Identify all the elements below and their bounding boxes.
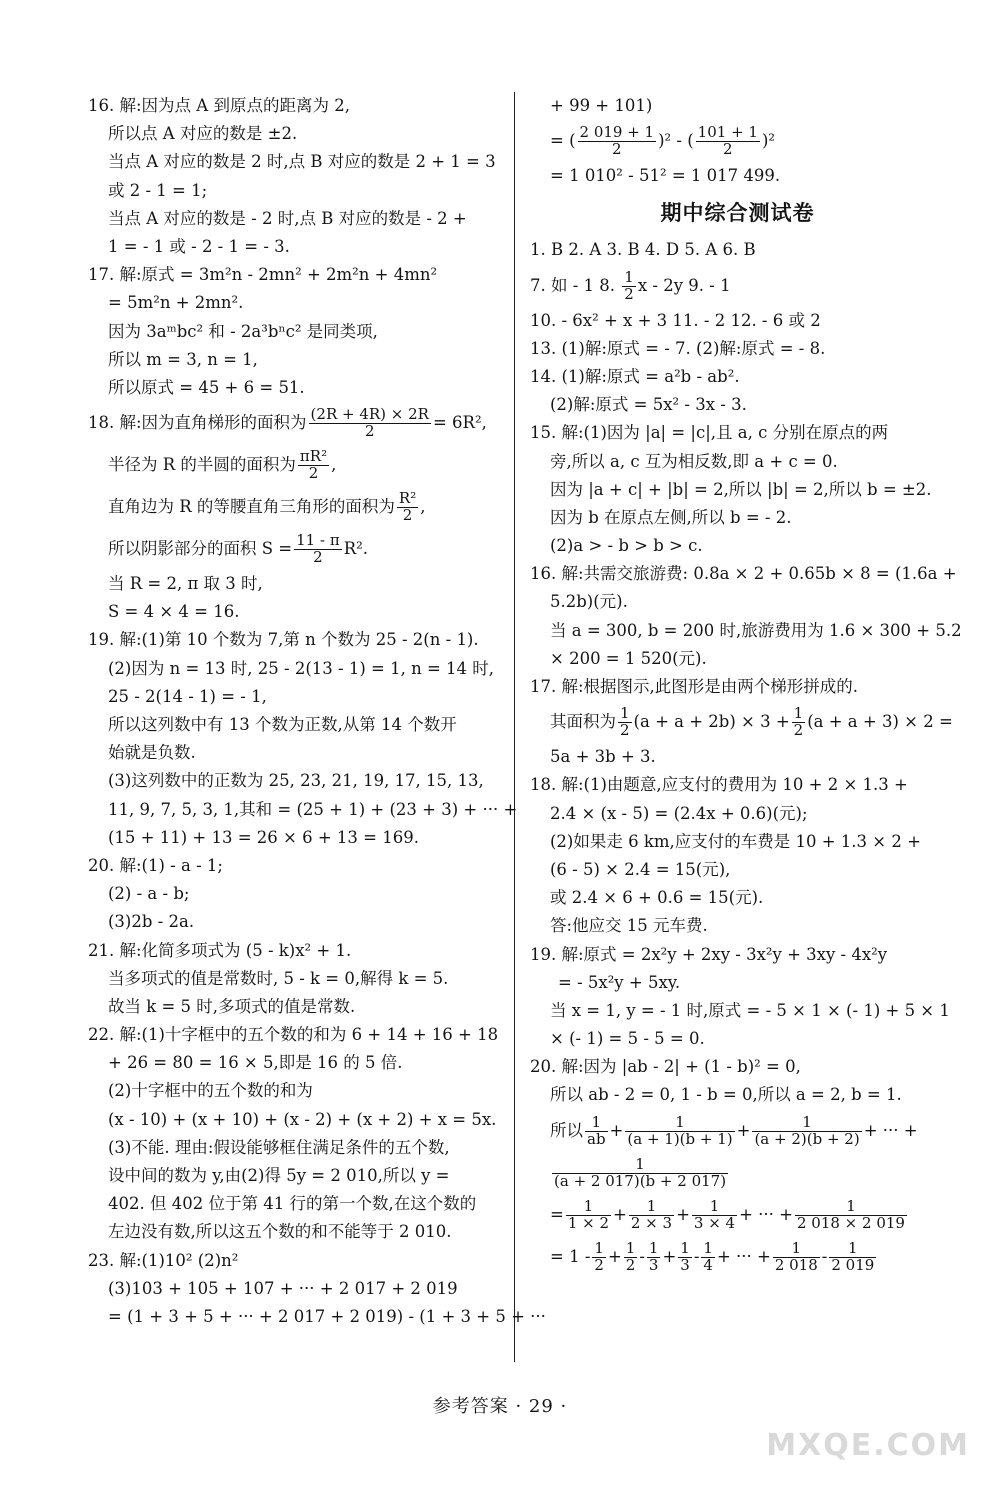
- denominator: 2: [624, 284, 634, 303]
- fraction: [792, 706, 806, 739]
- answer-line: 当多项式的值是常数时, 5 - k = 0,解得 k = 5.: [108, 968, 449, 988]
- answer-line: 17. 解:根据图示,此图形是由两个梯形拼成的.: [530, 677, 859, 696]
- answer-line: 18. 解:(1)由题意,应支付的费用为 10 + 2 × 1.3 +: [530, 775, 908, 795]
- answer-line: 20. 解:(1) - a - 1;: [88, 855, 223, 875]
- denominator: 2: [308, 464, 319, 483]
- text: =: [550, 1204, 564, 1224]
- fraction: [552, 1154, 728, 1190]
- answer-line: 19. 解:原式 = 2x²y + 2xy - 3x²y + 3xy - 4x²y: [530, 944, 888, 964]
- numerator: 1: [829, 1241, 876, 1258]
- answer-line: (3)2b - 2a.: [108, 912, 195, 932]
- text: x - 2y 9. - 1: [637, 275, 731, 295]
- numerator: 1: [625, 1115, 734, 1132]
- fraction: [585, 1112, 608, 1148]
- text: + ··· +: [716, 1246, 771, 1266]
- numerator: R²: [398, 489, 417, 508]
- text: = (: [550, 131, 576, 151]
- numerator: 1: [752, 1115, 861, 1132]
- answer-line: 答:他应交 15 元车费.: [550, 916, 708, 936]
- answer-line: [88, 444, 503, 486]
- answer-line: 或 2.4 × 6 + 0.6 = 15(元).: [550, 888, 764, 908]
- denominator: 2 × 3: [630, 1213, 673, 1232]
- answer-line: 14. (1)解:原式 = a²b - ab².: [530, 366, 740, 386]
- fraction: [294, 533, 342, 566]
- numerator: 1: [692, 1199, 737, 1216]
- answer-line: 19. 解:(1)第 10 个数为 7,第 n 个数为 25 - 2(n - 1).: [88, 630, 479, 650]
- answer-line: 23. 解:(1)10² (2)n²: [88, 1250, 239, 1270]
- answer-line: = - 5x²y + 5xy.: [558, 972, 681, 992]
- answer-line: 始就是负数.: [108, 743, 196, 763]
- answer-line: 16. 解:因为点 A 到原点的距离为 2,: [88, 96, 350, 115]
- answer-line: 15. 解:(1)因为 |a| = |c|,且 a, c 分别在原点的两: [530, 423, 889, 443]
- numerator: 1: [585, 1115, 608, 1132]
- answer-line: 左边没有数,所以这五个数的和不能等于 2 010.: [108, 1222, 452, 1242]
- denominator: 2: [620, 721, 630, 740]
- denominator: 2: [625, 1255, 636, 1274]
- fraction: [618, 706, 632, 739]
- numerator: 1: [594, 1238, 604, 1257]
- answer-line: [530, 1110, 945, 1152]
- answer-line: 因为 b 在原点左侧,所以 b = - 2.: [550, 507, 792, 527]
- text: +: [607, 1246, 622, 1266]
- text: R².: [343, 539, 368, 559]
- answer-line: = 1 010² - 51² = 1 017 499.: [550, 166, 781, 186]
- answer-line: [530, 1236, 945, 1278]
- answer-line: 2.4 × (x - 5) = (2.4x + 0.6)(元);: [550, 803, 808, 823]
- answer-line: + 99 + 101): [550, 96, 653, 115]
- fraction: [592, 1238, 606, 1274]
- answer-line: (2) - a - b;: [108, 884, 190, 904]
- fraction: [309, 407, 431, 440]
- text: + ··· +: [863, 1120, 918, 1140]
- text: +: [609, 1120, 624, 1140]
- answer-line: 所以 ab - 2 = 0, 1 - b = 0,所以 a = 2, b = 1.: [550, 1085, 902, 1105]
- fraction: [692, 1196, 737, 1232]
- fraction: [773, 1238, 820, 1274]
- answers-10-17: [530, 307, 962, 702]
- answer-line: S = 4 × 4 = 16.: [108, 602, 240, 622]
- text: +: [736, 1120, 751, 1140]
- answer-line: 因为 |a + c| + |b| = 2,所以 |b| = 2,所以 b = ±2.: [550, 479, 932, 499]
- text: -: [693, 1246, 700, 1266]
- answer-line: (2)因为 n = 13 时, 25 - 2(13 - 1) = 1, n = 14 时,: [108, 658, 495, 678]
- fraction: [622, 267, 636, 303]
- answer-line: (x - 10) + (x + 10) + (x - 2) + (x + 2) + x = 5x.: [108, 1109, 497, 1129]
- answer-line: [530, 701, 953, 743]
- text: 其面积为: [550, 712, 616, 732]
- numerator: 1: [793, 704, 804, 723]
- answer-line: 旁,所以 a, c 互为相反数,即 a + c = 0.: [550, 451, 838, 471]
- denominator: 2: [723, 140, 733, 159]
- text: +: [676, 1204, 690, 1224]
- denominator: (a + 2 017)(b + 2 017): [554, 1171, 727, 1190]
- answer-line: 22. 解:(1)十字框中的五个数的和为 6 + 14 + 16 + 18: [88, 1025, 499, 1045]
- answer-23-continued: [530, 92, 945, 190]
- numerator: 1: [703, 1238, 713, 1257]
- denominator: 2: [313, 548, 323, 567]
- answer-line: = 5m²n + 2mn².: [108, 293, 244, 313]
- answer-line: [530, 1194, 945, 1236]
- answer-line: 设中间的数为 y,由(2)得 5y = 2 010,所以 y =: [108, 1166, 450, 1185]
- numerator: 1: [795, 1199, 907, 1216]
- answer-line: [88, 402, 503, 444]
- text: 所以: [550, 1120, 583, 1140]
- fraction: [298, 449, 329, 482]
- answer-line: 当点 A 对应的数是 2 时,点 B 对应的数是 2 + 1 = 3: [108, 152, 496, 172]
- answer-line: 1. B 2. A 3. B 4. D 5. A 6. B: [530, 240, 756, 260]
- answer-line: 25 - 2(14 - 1) = - 1,: [108, 686, 267, 706]
- numerator: 2 019 + 1: [579, 123, 655, 142]
- denominator: ab: [587, 1129, 606, 1148]
- answer-line: = (1 + 3 + 5 + ··· + 2 017 + 2 019) - (1 + 3 + 5 + ···: [108, 1306, 546, 1326]
- answer-line: 所以原式 = 45 + 6 = 51.: [108, 377, 305, 397]
- numerator: 1: [680, 1238, 690, 1257]
- answer-line: [88, 528, 503, 570]
- section-title: 期中综合测试卷: [660, 201, 815, 226]
- fraction: [647, 1238, 661, 1274]
- numerator: 1: [629, 1199, 674, 1216]
- answer-line: [530, 1152, 945, 1194]
- text: -: [821, 1246, 828, 1266]
- fraction: [397, 491, 418, 524]
- answer-line: 17. 解:原式 = 3m²n - 2mn² + 2m²n + 4mn²: [88, 265, 438, 285]
- denominator: 2 019: [831, 1255, 875, 1274]
- denominator: 2: [612, 140, 622, 159]
- answer-line: 当 R = 2, π 取 3 时,: [108, 574, 263, 594]
- answers-7-9: [530, 265, 945, 307]
- answer-line: (15 + 11) + 13 = 26 × 6 + 13 = 169.: [108, 827, 419, 847]
- numerator: 1: [625, 1238, 636, 1257]
- answer-line: 所以这列数中有 13 个数为正数,从第 14 个数开: [108, 715, 457, 734]
- denominator: 2: [402, 506, 413, 525]
- answers-19-23: [88, 626, 546, 1331]
- text: 7. 如 - 1 8.: [530, 275, 621, 295]
- answer-line: + 26 = 80 = 16 × 5,即是 16 的 5 倍.: [108, 1053, 403, 1073]
- answer-line: 因为 3aᵐbc² 和 - 2a³bⁿc² 是同类项,: [108, 321, 378, 341]
- answer-line: (3)103 + 105 + 107 + ··· + 2 017 + 2 019: [108, 1278, 458, 1298]
- numerator: 11 - π: [296, 531, 340, 550]
- answer-line: 16. 解:共需交旅游费: 0.8a × 2 + 0.65b × 8 = (1.6a +: [530, 564, 957, 584]
- answer-line: (2)十字框中的五个数的和为: [108, 1081, 313, 1101]
- answers-16-17: [88, 92, 503, 402]
- answer-line: 10. - 6x² + x + 3 11. - 2 12. - 6 或 2: [530, 310, 821, 330]
- numerator: 1: [773, 1241, 820, 1258]
- answer-line: 5a + 3b + 3.: [550, 747, 656, 767]
- text: + ··· +: [739, 1204, 793, 1224]
- answer-line: (3)这列数中的正数为 25, 23, 21, 19, 17, 15, 13,: [108, 771, 484, 791]
- fraction: [629, 1196, 674, 1232]
- right-column: [530, 92, 962, 1278]
- answer-line: 当点 A 对应的数是 - 2 时,点 B 对应的数是 - 2 +: [108, 208, 467, 228]
- numerator: 1: [624, 267, 634, 286]
- numerator: 1: [648, 1238, 659, 1257]
- answer-line: 所以点 A 对应的数是 ±2.: [108, 124, 298, 144]
- denominator: 3 × 4: [693, 1213, 736, 1232]
- numerator: 1: [566, 1199, 611, 1216]
- text: (a + a + 3) × 2 =: [807, 712, 953, 732]
- denominator: (a + 1)(b + 1): [627, 1129, 733, 1148]
- text: 18. 解:因为直角梯形的面积为: [88, 413, 307, 433]
- denominator: 2: [793, 721, 804, 740]
- answer-line: 402. 但 402 位于第 41 行的第一个数,在这个数的: [108, 1194, 477, 1214]
- answer-line: 11, 9, 7, 5, 3, 1,其和 = (25 + 1) + (23 + 3) + ··· +: [108, 799, 518, 819]
- left-column: [88, 92, 546, 1331]
- page-footer: 参考答案 · 29 ·: [432, 1396, 568, 1417]
- denominator: 2: [594, 1255, 604, 1274]
- answer-line: 当 x = 1, y = - 1 时,原式 = - 5 × 1 × (- 1) + 5 × 1: [550, 1000, 950, 1020]
- answer-line: (2)a > - b > b > c.: [550, 536, 703, 556]
- fraction: [578, 125, 657, 158]
- text: )² - (: [658, 131, 694, 151]
- answer-line: 21. 解:化简多项式为 (5 - k)x² + 1.: [88, 940, 352, 960]
- answer-line: 所以 m = 3, n = 1,: [108, 349, 258, 369]
- denominator: (a + 2)(b + 2): [754, 1129, 860, 1148]
- text: 所以阴影部分的面积 S =: [108, 539, 293, 559]
- text: +: [613, 1204, 627, 1224]
- column-divider: [514, 92, 515, 1362]
- answer-20-sum: [530, 1110, 945, 1278]
- fraction: [795, 1196, 907, 1232]
- fraction: [625, 1112, 734, 1148]
- fraction: [701, 1238, 715, 1274]
- answer-line: (3)不能. 理由:假设能够框住满足条件的五个数,: [108, 1137, 450, 1157]
- answer-line: 20. 解:因为 |ab - 2| + (1 - b)² = 0,: [530, 1057, 801, 1077]
- answer-line: 故当 k = 5 时,多项式的值是常数.: [108, 996, 356, 1016]
- numerator: (2R + 4R) × 2R: [310, 405, 429, 424]
- numerator: 1: [552, 1157, 728, 1174]
- answer-line: 5.2b)(元).: [550, 592, 628, 612]
- numerator: 101 + 1: [697, 123, 758, 142]
- text: +: [662, 1246, 677, 1266]
- denominator: 3: [680, 1255, 690, 1274]
- text: 直角边为 R 的等腰直角三角形的面积为: [108, 497, 395, 517]
- answer-line: 1 = - 1 或 - 2 - 1 = - 3.: [108, 236, 290, 256]
- text: -: [639, 1246, 645, 1266]
- denominator: 4: [703, 1255, 713, 1274]
- fraction: [678, 1238, 692, 1274]
- denominator: 2 018: [774, 1255, 818, 1274]
- answer-line: [88, 486, 503, 528]
- answer-line: × 200 = 1 520(元).: [550, 648, 707, 668]
- numerator: πR²: [299, 447, 328, 466]
- text: 半径为 R 的半圆的面积为: [108, 455, 296, 475]
- answer-line: 当 a = 300, b = 200 时,旅游费用为 1.6 × 300 + 5.2: [550, 620, 962, 640]
- fraction: [752, 1112, 861, 1148]
- text: ,: [420, 497, 426, 517]
- fraction: [696, 125, 760, 158]
- answer-line: (2)如果走 6 km,应支付的车费是 10 + 1.3 × 2 +: [550, 831, 921, 851]
- answers-18-20: [530, 771, 950, 1109]
- watermark-logo: MXQE.COM: [766, 1428, 970, 1463]
- text: = 1 -: [550, 1246, 591, 1266]
- fraction: [829, 1238, 876, 1274]
- denominator: 2 018 × 2 019: [796, 1213, 905, 1232]
- answers-1-6: [530, 236, 945, 264]
- answer-line: (2)解:原式 = 5x² - 3x - 3.: [550, 395, 747, 415]
- numerator: 1: [620, 704, 630, 723]
- answer-line: 或 2 - 1 = 1;: [108, 180, 208, 200]
- answer-line: [530, 120, 945, 162]
- denominator: 2: [364, 422, 375, 441]
- text: ,: [331, 455, 337, 475]
- answer-line: 13. (1)解:原式 = - 7. (2)解:原式 = - 8.: [530, 338, 826, 358]
- answer-line: × (- 1) = 5 - 5 = 0.: [550, 1029, 705, 1049]
- denominator: 3: [648, 1255, 659, 1274]
- fraction: [566, 1196, 611, 1232]
- denominator: 1 × 2: [567, 1213, 610, 1232]
- answer-line: (6 - 5) × 2.4 = 15(元),: [550, 859, 731, 879]
- text: = 6R²,: [432, 413, 487, 433]
- text: )²: [761, 131, 776, 151]
- answer-18: [88, 402, 503, 626]
- fraction: [624, 1238, 638, 1274]
- text: (a + a + 2b) × 3 +: [633, 712, 790, 732]
